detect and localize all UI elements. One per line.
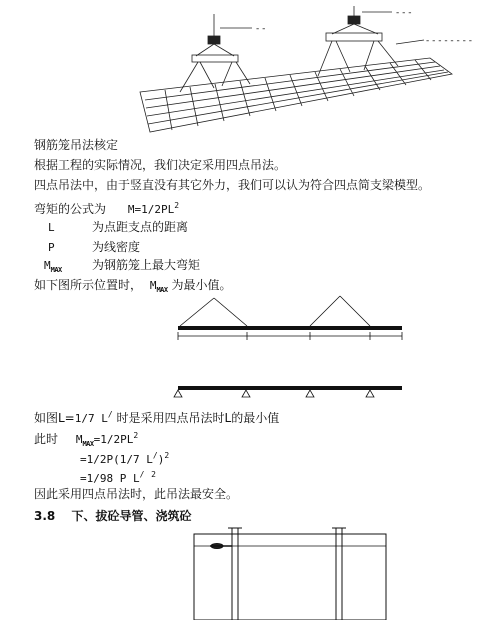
callout-cage: - - - - - - - - <box>426 36 473 46</box>
beam-support-diagram <box>0 380 484 410</box>
eq-line-1: 此时 $M_{MAX}=1/2PL^2$ <box>34 431 139 448</box>
conclusion: 因此采用四点吊法时，此吊法最安全。 <box>34 487 239 501</box>
callout-right: - - - <box>396 8 412 18</box>
paragraph-2: 四点吊法中，由于竖直没有其它外力，我们可以认为符合四点简支梁模型。 <box>34 178 431 192</box>
result-line: 如图L=1/7 L/ 时是采用四点吊法时L的最小值 <box>34 410 280 425</box>
beam-lifting-diagram <box>0 292 484 342</box>
eq-line-3: =1/98 P L/ $^2$ <box>80 470 156 485</box>
formula-label: 弯矩的公式为 <box>34 202 107 216</box>
def-p: P 为线密度 <box>48 240 141 254</box>
figure-intro: 如下图所示位置时， $M_{MAX}$ 为最小值。 <box>34 278 232 294</box>
next-section-heading: 3.8 下、拔砼导管、浇筑砼 <box>34 509 192 523</box>
def-mmax: $M_{MAX}$ 为钢筋笼上最大弯矩 <box>44 258 201 274</box>
def-l: L 为点距支点的距离 <box>48 220 189 234</box>
formula: $M=1/2PL^2$ <box>127 201 180 216</box>
section-title: 钢筋笼吊法核定 <box>34 138 119 152</box>
callout-left: - - <box>256 24 266 34</box>
tremie-pipe-illustration <box>0 520 484 620</box>
paragraph-1: 根据工程的实际情况，我们决定采用四点吊法。 <box>34 158 287 172</box>
eq-line-2: =1/2P(1/7 L/)$^2$ <box>80 451 170 466</box>
formula-line <box>34 199 179 217</box>
